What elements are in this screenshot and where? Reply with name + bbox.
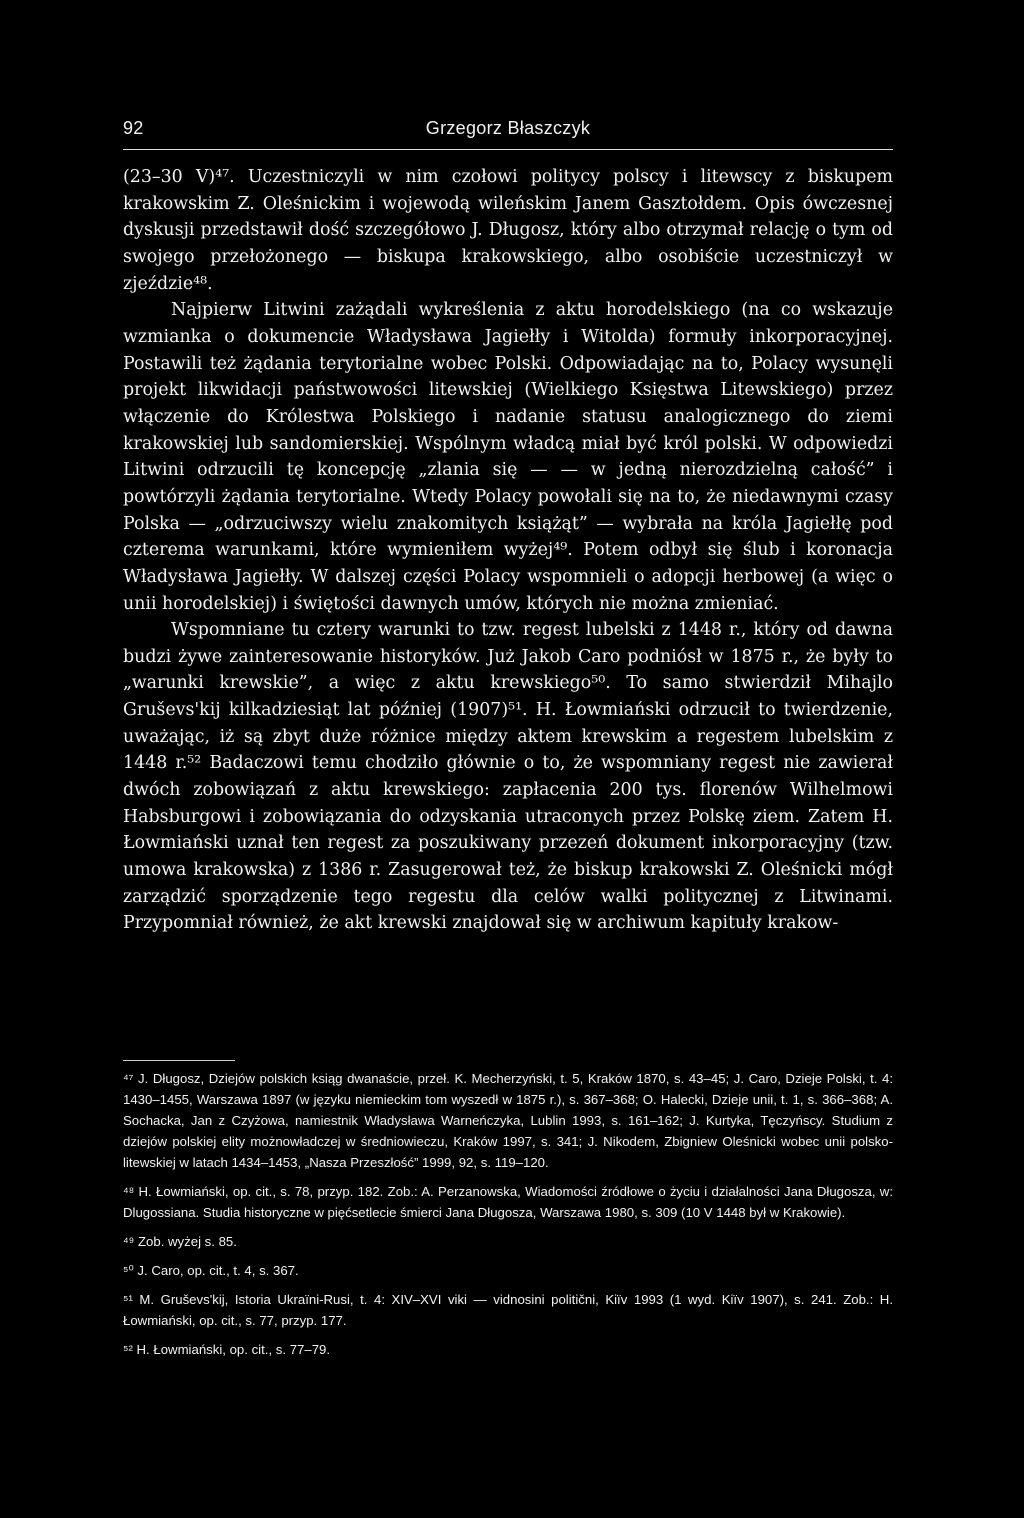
footnote-49: ⁴⁹ Zob. wyżej s. 85. [123, 1234, 237, 1249]
document-page [123, 0, 893, 1518]
paragraph-3: Wspomniane tu cztery warunki to tzw. regest lubelski z 1448 r., który od dawna budzi żywe zainteresowanie historyków. Już Jakob Caro podniósł w 1875 r., że były to „warunki krewskie”, a więc z aktu krewskiego⁵⁰. To samo stwierdził Mihajlo Gruševs'kij kilkadziesiąt lat później (1907)⁵¹. H. Łowmiański odrzucił to twierdzenie, uważając, iż są zbyt duże różnice między aktem krewskim a regestem lubelskim z 1448 r.⁵² Badaczowi temu chodziło głównie o to, że wspomniany regest nie zawierał dwóch zobowiązań z aktu krewskiego: zapłacenia 200 tys. florenów Wilhelmowi Habsburgowi i zobowiązania do odzyskania utraconych przez Polskę ziem. Zatem H. Łowmiański uznał ten regest za poszukiwany przezeń dokument inkorporacyjny (tzw. umowa krakowska) z 1386 r. Zasugerował też, że biskup krakowski Z. Oleśnicki mógł zarządzić sporządzenie tego regestu dla celów walki politycznej z Litwinami. Przypomniał również, że akt krewski znajdował się w archiwum kapituły krakow- [123, 620, 893, 934]
header-rule [123, 149, 893, 150]
page-number: 92 [123, 118, 144, 138]
paragraph-2: Najpierw Litwini zażądali wykreślenia z aktu horodelskiego (na co wskazuje wzmianka o dokumencie Władysława Jagiełły i Witolda) formuły inkorporacyjnej. Postawili też żądania terytorialne wobec Polski. Odpowiadając na to, Polacy wysunęli projekt likwidacji państwowości litewskiej (Wielkiego Księstwa Litewskiego) przez włączenie do Królestwa Polskiego i nadanie statusu analogicznego do ziemi krakowskiej lub sandomierskiej. Wspólnym władcą miał być król polski. W odpowiedzi Litwini odrzucili tę koncepcję „zlania się — — w jedną nierozdzielną całość” i powtórzyli żądania terytorialne. Wtedy Polacy powołali się na to, że niedawnymi czasy Polska — „odrzuciwszy wielu znakomitych książąt” — wybrała na króla Jagiełłę pod czterema warunkami, które wymieniłem wyżej⁴⁹. Potem odbył się ślub i koronacja Władysława Jagiełły. W dalszej części Polacy wspomnieli o adopcji herbowej (a więc o unii horodelskiej) i świętości dawnych umów, których nie można zmieniać. [123, 300, 893, 614]
main-text [123, 164, 893, 937]
footnote-50: ⁵⁰ J. Caro, op. cit., t. 4, s. 367. [123, 1263, 299, 1278]
footnote-47: ⁴⁷ J. Długosz, Dziejów polskich ksiąg dwanaście, przeł. K. Mecherzyński, t. 5, Kraków 1870, s. 43–45; J. Caro, Dzieje Polski, t. 4: 1430–1455, Warszawa 1897 (w języku niemieckim tom wyszedł w 1875 r.), s. 367–368; O. Halecki, Dzieje unii, t. 1, s. 366–368; A. Sochacka, Jan z Czyżowa, namiestnik Władysława Warneńczyka, Lublin 1993, s. 161–162; J. Kurtyka, Tęczyńscy. Studium z dziejów polskiej elity możnowładczej w średniowieczu, Kraków 1997, s. 341; J. Nikodem, Zbigniew Oleśnicki wobec unii polsko-litewskiej w latach 1434–1453, „Nasza Przeszłość” 1999, 92, s. 119–120. [123, 1071, 893, 1170]
footnotes [123, 1068, 893, 1368]
paragraph-1: (23–30 V)⁴⁷. Uczestniczyli w nim czołowi politycy polscy i litewscy z biskupem krakowskim Z. Oleśnickim i wojewodą wileńskim Janem Gasztołdem. Opis ówczesnej dyskusji przedstawił dość szczegółowo J. Długosz, który albo otrzymał relację o tym od swojego przełożonego — biskupa krakowskiego, albo osobiście uczestniczył w zjeździe⁴⁸. [123, 167, 893, 294]
footnote-48: ⁴⁸ H. Łowmiański, op. cit., s. 78, przyp. 182. Zob.: A. Perzanowska, Wiadomości źródłowe o życiu i działalności Jana Długosza, w: Dlugossiana. Studia historyczne w pięćsetlecie śmierci Jana Długosza, Warszawa 1980, s. 309 (10 V 1448 był w Krakowie). [123, 1184, 893, 1220]
footnote-51: ⁵¹ M. Gruševs'kij, Istoria Ukraïni-Rusi, t. 4: XIV–XVI viki — vidnosini politični, Kiïv 1993 (1 wyd. Kiïv 1907), s. 241. Zob.: H. Łowmiański, op. cit., s. 77, przyp. 177. [123, 1292, 893, 1328]
running-head [123, 118, 893, 142]
footnote-separator [123, 1060, 235, 1061]
running-author: Grzegorz Błaszczyk [425, 118, 591, 138]
footnote-52: ⁵² H. Łowmiański, op. cit., s. 77–79. [123, 1342, 331, 1357]
